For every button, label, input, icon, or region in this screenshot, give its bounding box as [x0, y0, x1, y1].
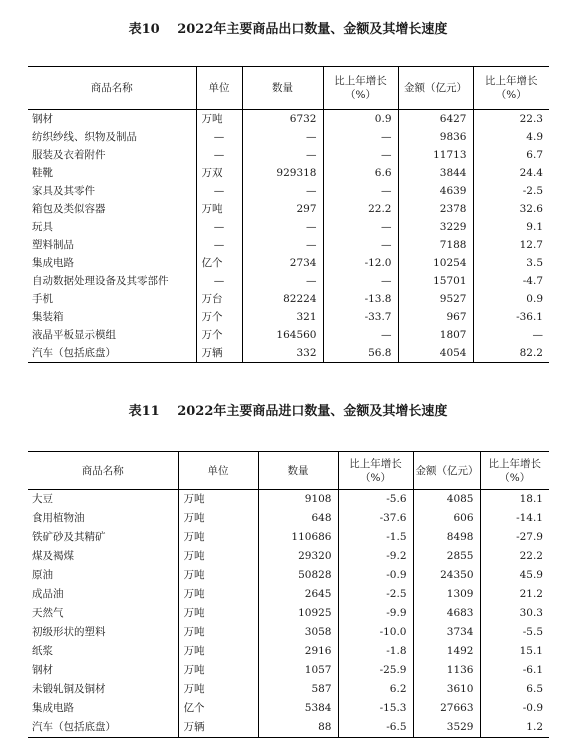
cell-quantity: 1057	[258, 661, 338, 680]
cell-quantity-growth: 6.2	[338, 680, 413, 699]
cell-amount-growth: 15.1	[480, 642, 549, 661]
header-unit: 单位	[196, 67, 242, 110]
cell-quantity: —	[242, 182, 323, 200]
cell-amount: 11713	[398, 146, 473, 164]
cell-name: 天然气	[32, 607, 64, 619]
cell-quantity-growth: -9.9	[338, 604, 413, 623]
cell-quantity-growth: —	[323, 272, 398, 290]
cell-amount: 15701	[398, 272, 473, 290]
cell-amount-growth: -4.7	[473, 272, 549, 290]
cell-amount: 7188	[398, 236, 473, 254]
table-row	[28, 642, 549, 661]
cell-name: 纸浆	[32, 645, 53, 657]
cell-quantity: —	[242, 128, 323, 146]
cell-unit: 万辆	[178, 718, 258, 738]
header-amount: 金额（亿元）	[398, 67, 473, 110]
cell-quantity: 110686	[258, 528, 338, 547]
cell-amount-growth: 45.9	[480, 566, 549, 585]
cell-amount-growth: -5.5	[480, 623, 549, 642]
cell-quantity-growth: —	[323, 326, 398, 344]
cell-unit: 万吨	[178, 585, 258, 604]
cell-amount-growth: 6.7	[473, 146, 549, 164]
cell-name: 大豆	[32, 493, 53, 505]
cell-amount-growth: 3.5	[473, 254, 549, 272]
cell-amount-growth: 22.3	[473, 110, 549, 129]
cell-quantity-growth: -10.0	[338, 623, 413, 642]
cell-unit: 万个	[196, 308, 242, 326]
cell-unit: 万吨	[178, 623, 258, 642]
export-table	[28, 66, 549, 363]
cell-quantity: 82224	[242, 290, 323, 308]
cell-quantity-growth: —	[323, 182, 398, 200]
cell-quantity-growth: —	[323, 128, 398, 146]
cell-name: 铁矿砂及其精矿	[32, 531, 106, 543]
cell-quantity: —	[242, 272, 323, 290]
cell-unit: 万吨	[178, 604, 258, 623]
cell-amount-growth: -6.1	[480, 661, 549, 680]
cell-quantity-growth: -25.9	[338, 661, 413, 680]
table-row	[28, 218, 549, 236]
cell-quantity: 29320	[258, 547, 338, 566]
cell-unit: 万吨	[178, 509, 258, 528]
table-row	[28, 604, 549, 623]
cell-name: 成品油	[32, 588, 64, 600]
cell-quantity-growth: -1.8	[338, 642, 413, 661]
cell-quantity-growth: -33.7	[323, 308, 398, 326]
cell-amount-growth: 22.2	[480, 547, 549, 566]
cell-name: 服装及衣着附件	[32, 149, 106, 161]
cell-amount: 4639	[398, 182, 473, 200]
cell-name: 集装箱	[32, 311, 64, 323]
table-row	[28, 272, 549, 290]
cell-amount: 967	[398, 308, 473, 326]
header-quantity-growth: 比上年增长（%）	[323, 67, 398, 110]
cell-quantity-growth: -0.9	[338, 566, 413, 585]
table-row	[28, 110, 549, 129]
header-unit: 单位	[178, 452, 258, 490]
cell-amount: 4085	[413, 490, 480, 510]
cell-unit: 万吨	[178, 528, 258, 547]
header-amount-growth: 比上年增长（%）	[473, 67, 549, 110]
table-row	[28, 164, 549, 182]
cell-quantity: 648	[258, 509, 338, 528]
cell-unit: 万吨	[196, 110, 242, 129]
cell-quantity-growth: 56.8	[323, 344, 398, 363]
export-table-header	[28, 67, 549, 110]
cell-name: 纺织纱线、织物及制品	[32, 131, 137, 143]
cell-quantity-growth: -12.0	[323, 254, 398, 272]
cell-name: 未锻轧铜及铜材	[32, 683, 106, 695]
cell-quantity: 9108	[258, 490, 338, 510]
table-row	[28, 699, 549, 718]
cell-name: 鞋靴	[32, 167, 53, 179]
cell-name: 汽车（包括底盘）	[28, 718, 178, 738]
cell-name: 原油	[32, 569, 53, 581]
cell-amount: 24350	[413, 566, 480, 585]
table-row	[28, 547, 549, 566]
cell-amount: 3229	[398, 218, 473, 236]
table-row	[28, 326, 549, 344]
cell-amount: 8498	[413, 528, 480, 547]
cell-amount: 9836	[398, 128, 473, 146]
cell-unit: 万吨	[178, 680, 258, 699]
cell-quantity: 50828	[258, 566, 338, 585]
cell-quantity: —	[242, 236, 323, 254]
cell-quantity: 3058	[258, 623, 338, 642]
table-row	[28, 290, 549, 308]
cell-quantity: 332	[242, 344, 323, 363]
table-row	[28, 236, 549, 254]
cell-quantity-growth: 22.2	[323, 200, 398, 218]
cell-unit: 万吨	[178, 566, 258, 585]
cell-name: 煤及褐煤	[32, 550, 74, 562]
cell-amount: 1309	[413, 585, 480, 604]
cell-quantity: 2734	[242, 254, 323, 272]
cell-quantity: 587	[258, 680, 338, 699]
cell-amount-growth: 6.5	[480, 680, 549, 699]
cell-unit: 万吨	[178, 547, 258, 566]
cell-quantity: 321	[242, 308, 323, 326]
cell-amount: 2378	[398, 200, 473, 218]
cell-name: 钢材	[32, 664, 53, 676]
cell-quantity-growth: -9.2	[338, 547, 413, 566]
cell-amount-growth: 32.6	[473, 200, 549, 218]
cell-name: 塑料制品	[32, 239, 74, 251]
cell-amount-growth: -2.5	[473, 182, 549, 200]
cell-quantity-growth: 6.6	[323, 164, 398, 182]
table-row	[28, 146, 549, 164]
table-row	[28, 490, 549, 510]
cell-quantity-growth: -5.6	[338, 490, 413, 510]
cell-amount: 10254	[398, 254, 473, 272]
table11-title: 表11 2022年主要商品进口数量、金额及其增长速度	[128, 404, 448, 419]
cell-amount: 27663	[413, 699, 480, 718]
cell-amount-growth: 82.2	[473, 344, 549, 363]
cell-quantity: 88	[258, 718, 338, 738]
cell-amount: 4683	[413, 604, 480, 623]
table-row	[28, 200, 549, 218]
import-table-body	[28, 490, 549, 738]
cell-unit: —	[196, 182, 242, 200]
cell-quantity: 929318	[242, 164, 323, 182]
table-row	[28, 254, 549, 272]
cell-name: 箱包及类似容器	[32, 203, 106, 215]
cell-amount-growth: —	[473, 326, 549, 344]
cell-unit: 亿个	[196, 254, 242, 272]
cell-quantity: —	[242, 146, 323, 164]
cell-quantity: 2916	[258, 642, 338, 661]
cell-amount-growth: -36.1	[473, 308, 549, 326]
cell-unit: —	[196, 128, 242, 146]
cell-unit: 亿个	[178, 699, 258, 718]
import-table-header	[28, 452, 549, 490]
cell-amount: 1492	[413, 642, 480, 661]
cell-amount-growth: 18.1	[480, 490, 549, 510]
cell-name: 汽车（包括底盘）	[28, 344, 196, 363]
cell-amount-growth: -14.1	[480, 509, 549, 528]
cell-amount-growth: 0.9	[473, 290, 549, 308]
cell-quantity-growth: —	[323, 218, 398, 236]
header-quantity-growth: 比上年增长（%）	[338, 452, 413, 490]
header-amount: 金额（亿元）	[413, 452, 480, 490]
cell-quantity: 10925	[258, 604, 338, 623]
cell-name: 玩具	[32, 221, 53, 233]
table-row	[28, 528, 549, 547]
header-amount-growth: 比上年增长（%）	[480, 452, 549, 490]
cell-unit: —	[196, 272, 242, 290]
header-name: 商品名称	[28, 452, 178, 490]
cell-unit: 万吨	[178, 661, 258, 680]
cell-name: 手机	[32, 293, 53, 305]
cell-unit: 万台	[196, 290, 242, 308]
cell-name: 集成电路	[32, 702, 74, 714]
table-row	[28, 566, 549, 585]
cell-quantity-growth: —	[323, 146, 398, 164]
cell-unit: —	[196, 218, 242, 236]
header-quantity: 数量	[242, 67, 323, 110]
table-row	[28, 585, 549, 604]
cell-amount-growth: 1.2	[480, 718, 549, 738]
cell-amount: 1807	[398, 326, 473, 344]
cell-name: 钢材	[32, 113, 53, 125]
table-row	[28, 623, 549, 642]
cell-amount-growth: 4.9	[473, 128, 549, 146]
cell-unit: 万吨	[178, 490, 258, 510]
cell-amount: 3734	[413, 623, 480, 642]
cell-quantity: 5384	[258, 699, 338, 718]
header-name: 商品名称	[28, 67, 196, 110]
cell-quantity-growth: —	[323, 236, 398, 254]
cell-quantity-growth: -2.5	[338, 585, 413, 604]
cell-unit: 万个	[196, 326, 242, 344]
cell-amount: 606	[413, 509, 480, 528]
cell-quantity: —	[242, 218, 323, 236]
cell-quantity-growth: -37.6	[338, 509, 413, 528]
cell-quantity-growth: -1.5	[338, 528, 413, 547]
cell-amount: 9527	[398, 290, 473, 308]
table-row	[28, 680, 549, 699]
export-table-body	[28, 110, 549, 363]
cell-amount: 3844	[398, 164, 473, 182]
cell-unit: —	[196, 146, 242, 164]
table-row	[28, 661, 549, 680]
cell-amount: 4054	[398, 344, 473, 363]
cell-quantity-growth: -6.5	[338, 718, 413, 738]
cell-name: 液晶平板显示模组	[32, 329, 116, 341]
cell-amount-growth: 21.2	[480, 585, 549, 604]
cell-amount: 3610	[413, 680, 480, 699]
cell-name: 自动数据处理设备及其零部件	[32, 275, 169, 287]
cell-amount: 2855	[413, 547, 480, 566]
table-row	[28, 344, 549, 363]
cell-amount-growth: 30.3	[480, 604, 549, 623]
cell-unit: 万辆	[196, 344, 242, 363]
table-row	[28, 308, 549, 326]
import-table	[28, 451, 549, 738]
table-row	[28, 509, 549, 528]
cell-unit: 万吨	[196, 200, 242, 218]
cell-name: 家具及其零件	[32, 185, 95, 197]
cell-quantity-growth: -15.3	[338, 699, 413, 718]
cell-amount-growth: 12.7	[473, 236, 549, 254]
cell-unit: 万双	[196, 164, 242, 182]
cell-name: 集成电路	[32, 257, 74, 269]
cell-quantity: 2645	[258, 585, 338, 604]
cell-name: 初级形状的塑料	[32, 626, 106, 638]
cell-name: 食用植物油	[32, 512, 85, 524]
cell-amount: 1136	[413, 661, 480, 680]
cell-unit: 万吨	[178, 642, 258, 661]
cell-quantity: 6732	[242, 110, 323, 129]
header-quantity: 数量	[258, 452, 338, 490]
cell-amount-growth: -27.9	[480, 528, 549, 547]
cell-quantity: 164560	[242, 326, 323, 344]
table-row	[28, 182, 549, 200]
cell-amount-growth: 24.4	[473, 164, 549, 182]
cell-amount: 6427	[398, 110, 473, 129]
cell-quantity-growth: 0.9	[323, 110, 398, 129]
table-row	[28, 718, 549, 738]
cell-quantity-growth: -13.8	[323, 290, 398, 308]
table10-title: 表10 2022年主要商品出口数量、金额及其增长速度	[128, 22, 448, 37]
cell-quantity: 297	[242, 200, 323, 218]
cell-amount-growth: -0.9	[480, 699, 549, 718]
cell-unit: —	[196, 236, 242, 254]
cell-amount: 3529	[413, 718, 480, 738]
table-row	[28, 128, 549, 146]
cell-amount-growth: 9.1	[473, 218, 549, 236]
